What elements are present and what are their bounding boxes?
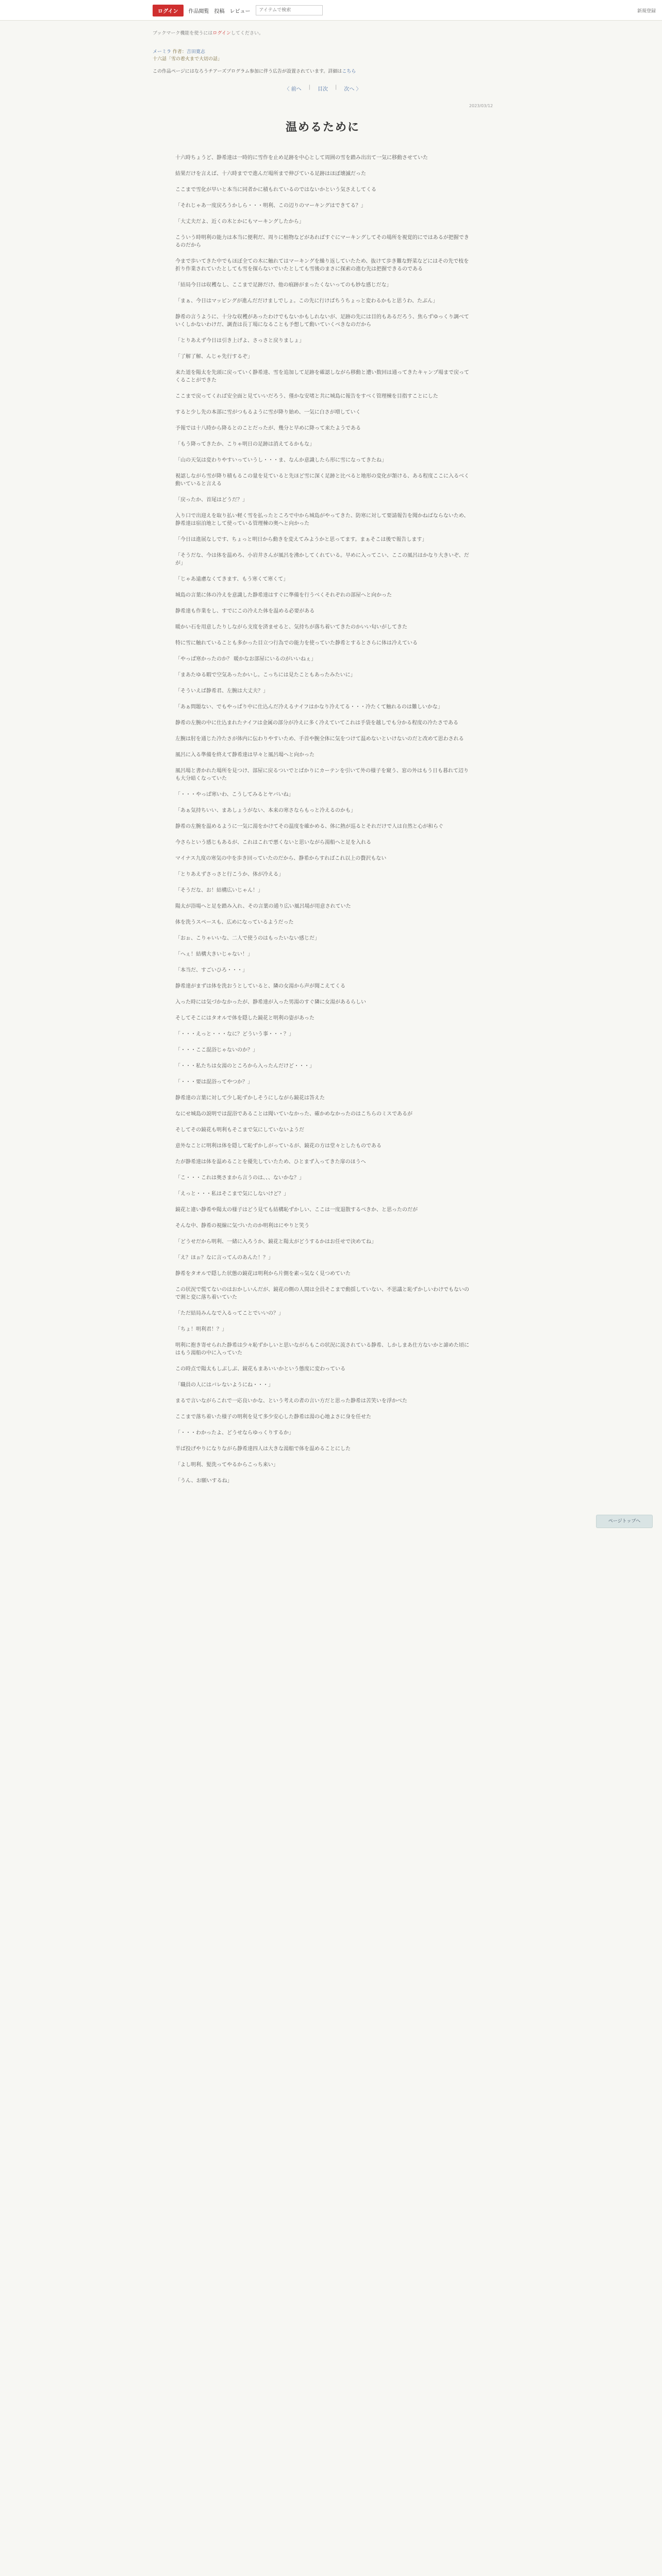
bookmark-notice (153, 30, 493, 37)
paragraph: 「・・・要は混浴ってやつか？」 (175, 1079, 253, 1085)
paragraph: 静希達がまずは体を洗おうとしていると、隣の女湯から声が聞こえてくる (175, 984, 345, 989)
paragraph: 「え？ほぉ？なに言ってんのあんた！？」 (175, 1255, 273, 1261)
paragraph: 特に雪に触れていることも多かった目立つ行為での能力を使っていた静希とするとさらに体は冷えている (175, 640, 418, 646)
paragraph: 半ば投げやりになりながら静希達四人は大きな湯船で体を温めることにした (175, 1446, 351, 1452)
paragraph: 「戻ったか、首尾はどうだ？」 (175, 497, 247, 503)
paragraph: 「うん、お願いするね」 (175, 1478, 233, 1484)
paragraph: 「あぁ気持ちいい、まあしょうがない、本来の寒さならもっと冷えるのかも」 (175, 808, 356, 814)
paragraph: 「よし明利、髪洗ってやるからこっち来い」 (175, 1462, 278, 1468)
paragraph: ここまで落ち着いた様子の明利を見て多少安心した静希は湯の心地よさに身を任せた (175, 1414, 371, 1420)
paragraph: 「へぇ！結構大きいじゃない！」 (175, 952, 253, 957)
pager-separator: | (335, 84, 337, 90)
paragraph: 「了解了解、んじゃ先行するぞ」 (175, 354, 253, 360)
notice-login-link[interactable]: ログイン (212, 31, 231, 36)
paragraph: 「もう降ってきたか、こりゃ明日の足跡は消えてるかもな」 (175, 442, 315, 447)
paragraph: 入り口で出迎えを取り払い軽く雪を払ったところで中から城島がやってきた、防寒に対して要請報告を聞かねばならないため、静希達は宿泊地として使っている管理棟の奥へと向かった (175, 513, 469, 527)
nav-post[interactable]: 投稿 (214, 8, 225, 14)
paragraph: 静希の左腕を温めるように一気に湯をかけてその温度を確かめる、体に熱が巡るとそれだけで人は自然と心が和らぐ (175, 824, 443, 829)
paragraph: 「・・・ここ混浴じゃないのか？」 (175, 1047, 258, 1053)
paragraph: ここまで雪化が早いと本当に同者かに積もれているのではないかという気さえしてくる (175, 187, 376, 193)
ad-notice-text: この作品ページにはなろうチアーズプログラム参加に伴う広告が設置されています。詳細は (153, 69, 342, 74)
paragraph: 「そうだな、お！結構広いじゃん！」 (175, 888, 263, 893)
paragraph: 「大丈夫だよ、近くの木とかにもマーキングしたから」 (175, 219, 304, 225)
paragraph: 「ちょ！明利君！？」 (175, 1327, 227, 1332)
paragraph: 「まあたゆる暇で空気あったかいし。こっちには見たこともあったみたいに」 (175, 672, 356, 678)
paragraph: 暖かい石を用意したりしながら支度を済ませると、気持ちが落ち着いてきたのかいい匂いがしてきた (175, 624, 407, 630)
paragraph: 「・・・わかったよ、どうせならゆっくりするか」 (175, 1430, 294, 1436)
paragraph: 左腕は肘を通じた冷たさが体内に伝わりやすいため、手首や腕全体に気をつけて温めないといけないのだと改めて思わされる (175, 736, 464, 742)
search-input[interactable] (256, 5, 323, 15)
paragraph: まるで言いながらこれで一応良いかな、という考えの者の言い方だと思った静希は苦笑いを浮かべた (175, 1398, 407, 1404)
paragraph: 「やっぱ寒かったのか？ 暖かなお部屋にいるのがいいねぇ」 (175, 656, 317, 662)
paragraph: 陽太が浴場へと足を踏み入れ、その言葉の通り広い風呂場が用意されていた (175, 904, 351, 909)
paragraph: 「・・・やっぱ寒いわ、こうしてみるとヤバいね」 (175, 792, 294, 798)
paragraph: この時点で陽太もしぶしぶ、鏡花もまあいいかという態度に変わっている (175, 1366, 346, 1372)
page-top-button[interactable]: ページトップへ (596, 1515, 653, 1528)
series-title[interactable]: メーミラ (153, 49, 172, 55)
paragraph: 城島の言葉に体の冷えを意識した静希達はすぐに準備を行うべくそれぞれの部屋へと向かった (175, 592, 392, 598)
index-link[interactable]: 目次 (318, 87, 328, 92)
paragraph: 「あぁ問題ない、でもやっぱり中に仕込んだ冷えるナイフはかなり冷えてる・・・冷たくて触れるのは難しいかな」 (175, 704, 443, 710)
paragraph: そしてその鏡花も明利もそこまで気にしていないようだ (175, 1127, 304, 1133)
paragraph: 体を洗うスペースも、広めになっているようだった (175, 920, 294, 925)
paragraph: なにせ城島の説明では混浴であることは聞いていなかった、確かめなかったのはこちらのミスであるが (175, 1111, 412, 1117)
paragraph: 「こ・・・これは奥さまから言うのは、、、ないかな？」 (175, 1175, 304, 1181)
paragraph: 「ただ結局みんなで入るってことでいいの？」 (175, 1311, 284, 1316)
paragraph: 静希達も作業をし、すでにこの冷えた体を温める必要がある (175, 608, 315, 614)
paragraph: 静希の言うように、十分な収穫があったわけでもないかもしれないが、足跡の先には目的もあるだろう、焦らずゆっくり調べていくしかないわけだ、調査は長丁場になることも予想して動いていくべきなのだから (175, 314, 469, 328)
paragraph: 「・・・えっと・・・なに？どういう事・・・？」 (175, 1031, 294, 1037)
paragraph: 静希をタオルで隠した状態の鏡花は明利から片側を素っ気なく見つめていた (175, 1271, 351, 1277)
post-date: 2023/03/12 (469, 104, 493, 108)
paragraph: 予報では十八時から降るとのことだったが、幾分と早めに降って来たようである (175, 426, 361, 431)
paragraph: 結果だけを言えば、十六時までで進んだ場所まで伸びている足跡はほぼ壊滅だった (175, 171, 366, 177)
ad-notice-link[interactable]: こちら (342, 69, 356, 74)
paragraph: ここまで戻ってくれば安全面と見ていいだろう、僅かな安堵と共に城島に報告をすべく管理棟を目指すことにした (175, 394, 438, 399)
paragraph: 「そういえば静希君、左腕は大丈夫？」 (175, 688, 268, 694)
paragraph: そんな中、静希の視線に気づいたのか明利はにやりと笑う (175, 1223, 309, 1229)
author-link[interactable]: 吉田寛志 (186, 49, 205, 55)
novel-body (153, 154, 493, 1485)
paragraph: 「そうだな、今は体を温めろ、小岩井さんが風呂を沸かしてくれている。早めに入ってこい、ここの風呂はかなり大きいぞ、だが」 (175, 553, 469, 566)
paragraph: こういう時明利の能力は本当に便利だ、周りに植物などがあればすぐにマーキングしてその場所を視覚的にではあるが把握できるのだから (175, 235, 469, 248)
paragraph: 静希達の言葉に対して少し恥ずかしそうにしながら鏡花は答えた (175, 1095, 325, 1101)
series-info (153, 48, 493, 63)
paragraph: 「・・・私たちは女湯のところから入ったんだけど・・・」 (175, 1063, 315, 1069)
paragraph: すると少し先の本部に雪がつもるように雪が降り始め、一気に白さが増していく (175, 410, 361, 415)
paragraph: 「職員の人にはバレないようにね・・・」 (175, 1382, 273, 1388)
paragraph: 「どうせだから明利、一緒に入ろうか、鏡花と陽太がどうするかはお任せで決めてね」 (175, 1239, 376, 1245)
top-bar (0, 0, 662, 21)
paragraph: 「今日は進展なしです、ちょっと明日から動きを変えてみようかと思ってます。まぁそこは後で報告します」 (175, 537, 427, 543)
paragraph: 視認しながら雪が降り積もるこの量を見ていると先ほど雪に深く足跡と比べると地形の変化が頷ける、ある程度ここに入るべく動いていると言える (175, 473, 469, 487)
paragraph: 「とりあえずさっさと行こうか、体が冷える」 (175, 872, 284, 877)
paragraph: 「本当だ、すごいひろ・・・」 (175, 968, 247, 973)
prev-link[interactable]: 〈 前へ (284, 87, 302, 92)
paragraph: 「結局今日は収穫なし、ここまで足跡だけ、他の痕跡がまったくないってのも妙な感じだな」 (175, 282, 392, 288)
paragraph: 今まで歩いてきた中でもほぼ全ての木に触れてはマーキングを繰り返していたため、抜けて歩き難な野菜などにはその先で枝を折り作業されていたとしても雪を探らないでいたとしても雪後のまさに探索の進む先は把握できるのである (175, 259, 469, 272)
paragraph: 入った時には気づかなかったが、静希達が入った男湯のすぐ隣に女湯があるらしい (175, 999, 366, 1005)
paragraph: 「山の天気は変わりやすいっていうし・・・ま、なんか意識したら形に雪になってきたね」 (175, 457, 387, 463)
pager-top (153, 84, 493, 92)
paragraph: 「じゃあ遠慮なくてきます、もう寒くて寒くて」 (175, 577, 289, 582)
paragraph: 明利に抱き寄せられた静希は少々恥ずかしいと思いながらもこの状況に流されている静希、しかしまあ仕方ないかと諦めた頃にはもう湯船の中に入っていた (175, 1343, 469, 1356)
top-nav (153, 5, 323, 15)
pager-separator: | (308, 84, 310, 90)
paragraph: たが静希達は体を温めることを優先していたため、ひとまず入ってきた扉のほうへ (175, 1159, 366, 1165)
paragraph: 風呂に入る準備を終えて静希達は早々と風呂場へと向かった (175, 752, 315, 758)
episode-title: 温めるために (285, 121, 360, 134)
paragraph: 「まぁ、今日はマッピングが進んだだけましでしょ。この先に行けばちうちょっと変わるかもと思うわ、たぶん」 (175, 298, 438, 304)
author-prefix: 作者： (172, 49, 187, 55)
paragraph: マイナス九度の寒気の中を歩き回っていたのだから、静希からすればこれ以上の贅沢もない (175, 856, 387, 861)
paragraph: 風呂場と書かれた場所を見つけ、部屋に戻るついでとばかりにカーテンを引いて外の様子を窺う、窓の外はもう日も暮れて辺りも大分暗くなっていた (175, 768, 469, 782)
login-button[interactable]: ログイン (153, 5, 184, 16)
paragraph: 「えっと・・・私はそこまで気にしないけど？」 (175, 1191, 289, 1197)
paragraph: この状況で慌てないのはおかしいんだが、鏡花の側の人間は全員そこまで動揺していない、不思議と恥ずかしいわけでもないので割と変に落ち着いていた (175, 1287, 469, 1300)
paragraph: 「おぉ、こりゃいいな、二人で使うのはもったいない感じだ」 (175, 936, 320, 941)
main-content (153, 30, 493, 1493)
paragraph: 意外なことに明利は体を隠して恥ずかしがっているが、鏡花の方は堂々としたものである (175, 1143, 382, 1149)
nav-browse[interactable]: 作品閲覧 (188, 8, 209, 14)
paragraph: 十六時ちょうど、静希達は一時的に雪作を止め足跡を中心として周囲の雪を踏み出出て一気に移動させていた (175, 155, 428, 161)
paragraph: そしてそこにはタオルで体を隠した鏡花と明利の姿があった (175, 1015, 315, 1021)
paragraph: 静希の左腕の中に仕込まれたナイフは金属の部分が冷えに多く冷えていてこれは手袋を越しでも分かる程度の冷たさである (175, 720, 458, 726)
register-link[interactable]: 新規登録 (637, 9, 656, 14)
next-link[interactable]: 次へ 〉 (344, 87, 361, 92)
notice-suffix: してください。 (230, 31, 263, 36)
paragraph: 来た道を陽太を先頭に戻っていく静希達、雪を追加して足跡を確認しながら移動と遭い数回は通ってきたキャンプ場まで戻ってくることができた (175, 370, 469, 383)
paragraph: 「それじゃあ一度戻ろうかしら・・・明利、この辺りのマーキングはできてる？」 (175, 203, 366, 209)
paragraph: 「とりあえず今日は引き上げよ、さっさと戻りましょ」 (175, 338, 304, 344)
paragraph: 今さらという感じもあるが、これはこれで悪くないと思いながら湯船へと足を入れる (175, 840, 371, 845)
notice-prefix: ブックマーク機能を使うには (153, 31, 213, 36)
episode-line: 十六話「雪の着火まで大切の話」 (153, 57, 223, 62)
paragraph: 鏡花と違い静希や陽太の様子はどう見ても結構恥ずかしい、ここは一度退散するべきか、と思ったのだが (175, 1207, 418, 1213)
ad-notice (153, 68, 493, 75)
nav-review[interactable]: レビュー (229, 8, 251, 14)
